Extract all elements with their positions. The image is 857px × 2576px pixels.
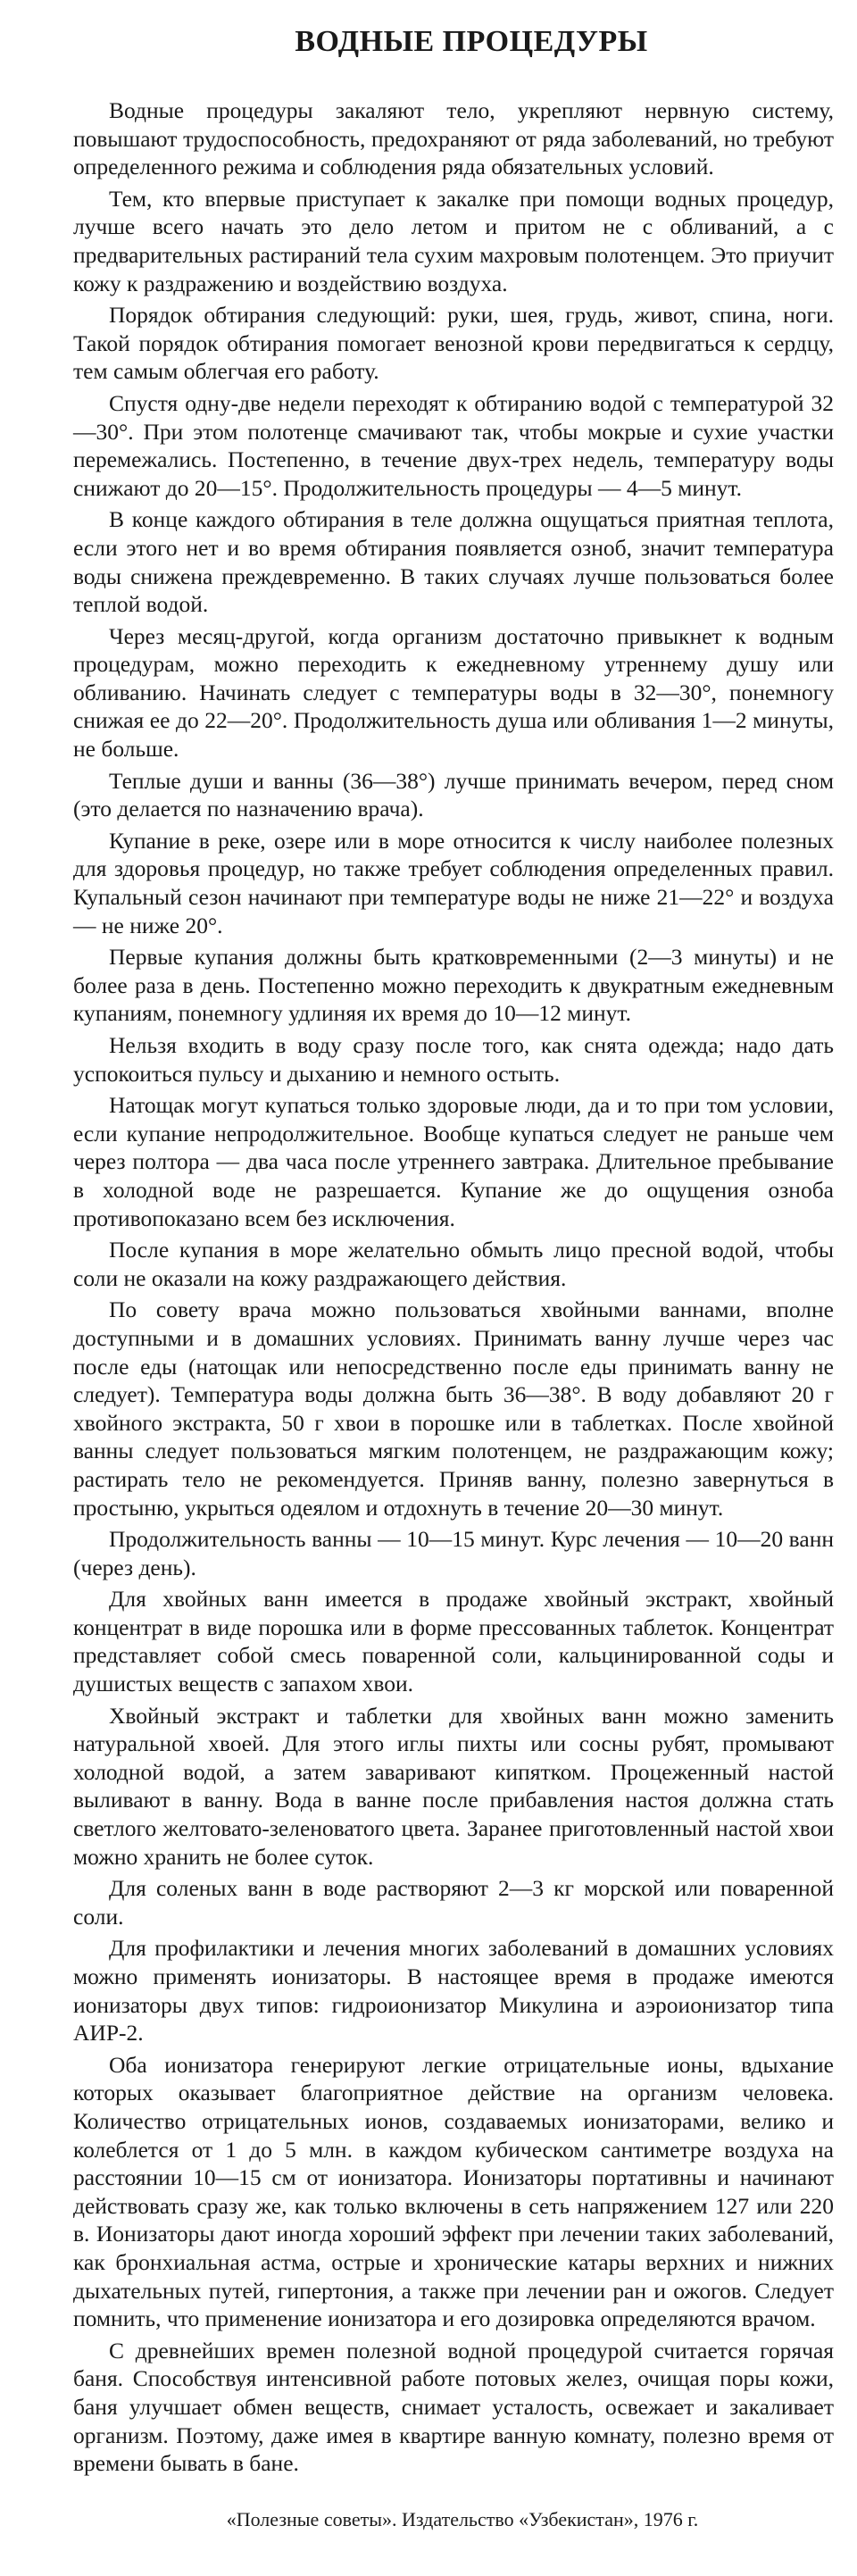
article-body (73, 96, 834, 2478)
paragraph: Оба ионизатора генерируют легкие отрицательные ионы, вдыхание которых оказывает благоприятное действие на организм человека. Количество отрицательных ионов, создаваемых ионизаторами, велико и колеблется от 1 до 5 млн. в каждом кубическом сантиметре воздуха на расстоянии 10—15 см от ионизатора. Ионизаторы портативны и начинают действовать сразу же, как только включены в сеть напряжением 127 или 220 в. Ионизаторы дают иногда хороший эффект при лечении таких заболеваний, как бронхиальная астма, острые и хронические катары верхних и нижних дыхательных путей, гипертония, а также при лечении ран и ожогов. Следует помнить, что применение ионизатора и его дозировка определяются врачом. (73, 2051, 834, 2332)
paragraph: Порядок обтирания следующий: руки, шея, грудь, живот, спина, ноги. Такой порядок обтирания помогает венозной крови передвигаться к сердцу, тем самым облегчая его работу. (73, 302, 834, 385)
source-citation: «Полезные советы». Издательство «Узбекистан», 1976 г. (226, 2507, 699, 2530)
paragraph: По совету врача можно пользоваться хвойными ваннами, вполне доступными и в домашних условиях. Принимать ванну лучше через час после еды (натощак или непосредственно после еды принимать ванну не следует). Температура воды должна быть 36—38°. В воду добавляют 20 г хвойного экстракта, 50 г хвои в порошке или в таблетках. После хвойной ванны следует пользоваться мягким полотенцем, не раздражающим кожу; растирать тело не рекомендуется. Приняв ванну, полезно завернуться в простыню, укрыться одеялом и отдохнуть в течение 20—30 минут. (73, 1296, 834, 1521)
paragraph: Спустя одну-две недели переходят к обтиранию водой с температурой 32—30°. При этом полотенце смачивают так, чтобы мокрые и сухие участки перемежались. Постепенно, в течение двух-трех недель, температуру воды снижают до 20—15°. Продолжительность процедуры — 4—5 минут. (73, 389, 834, 501)
paragraph: Тем, кто впервые приступает к закалке при помощи водных процедур, лучше всего начать это дело летом и притом не с обливаний, а с предварительных растираний тела сухим махровым полотенцем. Это приучит кожу к раздражению и воздействию воздуха. (73, 185, 834, 296)
article-title: ВОДНЫЕ ПРОЦЕДУРЫ (295, 25, 648, 58)
paragraph: Теплые души и ванны (36—38°) лучше принимать вечером, перед сном (это делается по назначению врача). (73, 767, 834, 822)
paragraph: Натощак могут купаться только здоровые люди, да и то при том условии, если купание непродолжительное. Вообще купаться следует не раньше чем через полтора — два часа после утреннего завтрака. Длительное пребывание в холодной воде не разрешается. Купание же до ощущения озноба противопоказано всем без исключения. (73, 1092, 834, 1231)
paragraph: Купание в реке, озере или в море относится к числу наиболее полезных для здоровья процедур, но также требует соблюдения определенных правил. Купальный сезон начинают при температуре воды не ниже 21—22° и воздуха — не ниже 20°. (73, 827, 834, 938)
paragraph: С древнейших времен полезной водной процедурой считается горячая баня. Способствуя интенсивной работе потовых желез, очищая поры кожи, баня улучшает обмен веществ, снимает усталость, освежает и закаливает организм. Поэтому, даже имея в квартире ванную комнату, полезно время от времени бывать в бане. (73, 2337, 834, 2477)
paragraph: В конце каждого обтирания в теле должна ощущаться приятная теплота, если этого нет и во время обтирания появляется озноб, значит температура воды снижена преждевременно. В таких случаях лучше пользоваться более теплой водой. (73, 506, 834, 618)
paragraph: Первые купания должны быть кратковременными (2—3 минуты) и не более раза в день. Постепенно можно переходить к двукратным ежедневным купаниям, понемногу удлиняя их время до 10—12 минут. (73, 944, 834, 1027)
paragraph: Для соленых ванн в воде растворяют 2—3 кг морской или поваренной соли. (73, 1875, 834, 1930)
paragraph: Через месяц-другой, когда организм достаточно привыкнет к водным процедурам, можно переходить к ежедневному утреннему душу или обливанию. Начинать следует с температуры воды в 32—30°, понемногу снижая ее до 22—20°. Продолжительность душа или обливания 1—2 минуты, не больше. (73, 622, 834, 763)
paragraph: Продолжительность ванны — 10—15 минут. Курс лечения — 10—20 ванн (через день). (73, 1526, 834, 1580)
paragraph: Хвойный экстракт и таблетки для хвойных ванн можно заменить натуральной хвоей. Для этого иглы пихты или сосны рубят, промывают холодной водой, а затем заваривают кипятком. Процеженный настой выливают в ванну. Вода в ванне после прибавления настоя должна стать светлого желтовато-зеленоватого цвета. Заранее приготовленный настой хвои можно хранить не более суток. (73, 1702, 834, 1870)
paragraph: Для хвойных ванн имеется в продаже хвойный экстракт, хвойный концентрат в виде порошка или в форме прессованных таблеток. Концентрат представляет собой смесь поваренной соли, кальцинированной соды и душистых веществ с запахом хвои. (73, 1586, 834, 1697)
paragraph: После купания в море желательно обмыть лицо пресной водой, чтобы соли не оказали на кожу раздражающего действия. (73, 1237, 834, 1291)
paragraph: Нельзя входить в воду сразу после того, как снята одежда; надо дать успокоиться пульсу и дыханию и немного остыть. (73, 1032, 834, 1087)
paragraph: Водные процедуры закаляют тело, укрепляют нервную систему, повышают трудоспособность, предохраняют от ряда заболеваний, но требуют определенного режима и соблюдения ряда обязательных условий. (73, 97, 834, 180)
paragraph: Для профилактики и лечения многих заболеваний в домашних условиях можно применять ионизаторы. В настоящее время в продаже имеются ионизаторы двух типов: гидроионизатор Микулина и аэроионизатор типа АИР-2. (73, 1935, 834, 2047)
